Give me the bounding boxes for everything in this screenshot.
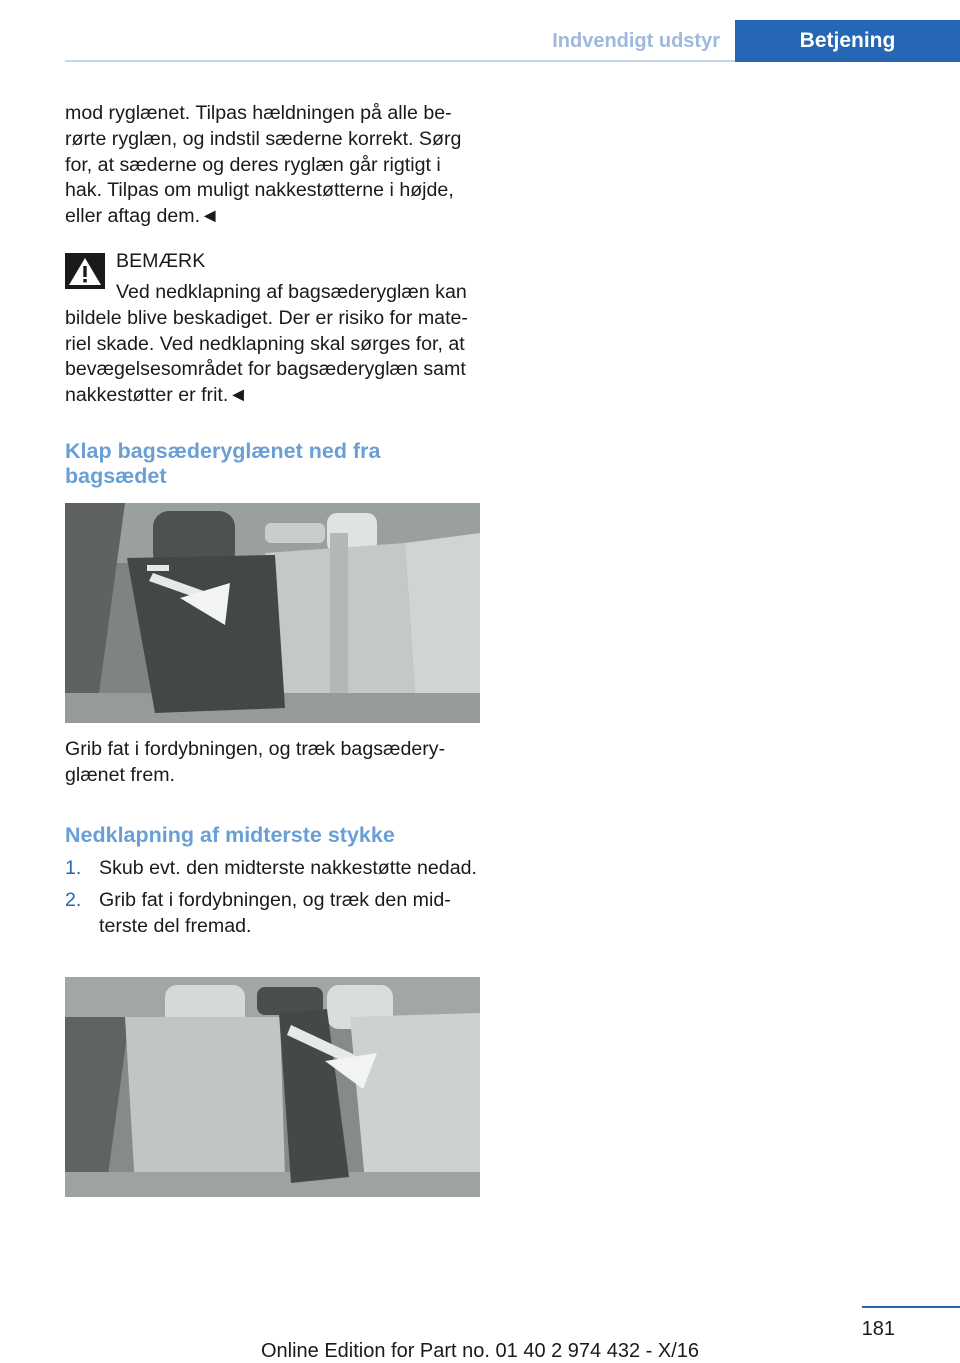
figure-caption: Grib fat i fordybningen, og træk bagsæderyglænet frem. <box>65 738 446 786</box>
header-section-title: Indvendigt udstyr <box>552 30 720 52</box>
list-item <box>65 888 480 940</box>
warning-text: Ved nedklapning af bagsæderyglæn kan bildele blive beskadiget. Der er risiko for materiel skade. Ved nedklapning skal sørges for, at bevægelsesområdet for bagsæderyglæn samt nakkestøtter er frit.◄ <box>65 281 468 407</box>
page-number: 181 <box>861 1318 895 1340</box>
step-number: 2. <box>65 888 82 911</box>
step-text: Grib fat i fordybningen, og træk den midterste del fremad. <box>99 888 451 937</box>
footer-rule <box>862 1306 960 1308</box>
rear-seat-backrest-photo <box>65 503 480 723</box>
section-heading-fold-middle: Nedklapning af midterste stykke <box>65 823 395 847</box>
intro-block <box>65 101 480 230</box>
step-text: Skub evt. den midterste nakkestøtte nedad. <box>99 857 477 879</box>
warning-label: BEMÆRK <box>116 250 206 272</box>
edition-footer: Online Edition for Part no. 01 40 2 974 432 - X/16 <box>260 1340 700 1362</box>
header-chapter-tab: Betjening <box>735 20 960 62</box>
page-header <box>0 0 960 62</box>
intro-paragraph: mod ryglænet. Tilpas hældningen på alle berørte ryglæn, og indstil sæderne korrekt. Sørg for, at sæderne og deres ryglæn går rigtigt i hak. Tilpas om muligt nakkestøtterne i højde, eller aftag dem.◄ <box>65 102 462 228</box>
list-item <box>65 856 480 882</box>
section-heading-fold-from-rear: Klap bagsæderyglænet ned fra bagsædet <box>65 439 381 488</box>
middle-section-photo <box>65 977 480 1197</box>
step-number: 1. <box>65 857 82 879</box>
steps-list <box>65 856 480 945</box>
